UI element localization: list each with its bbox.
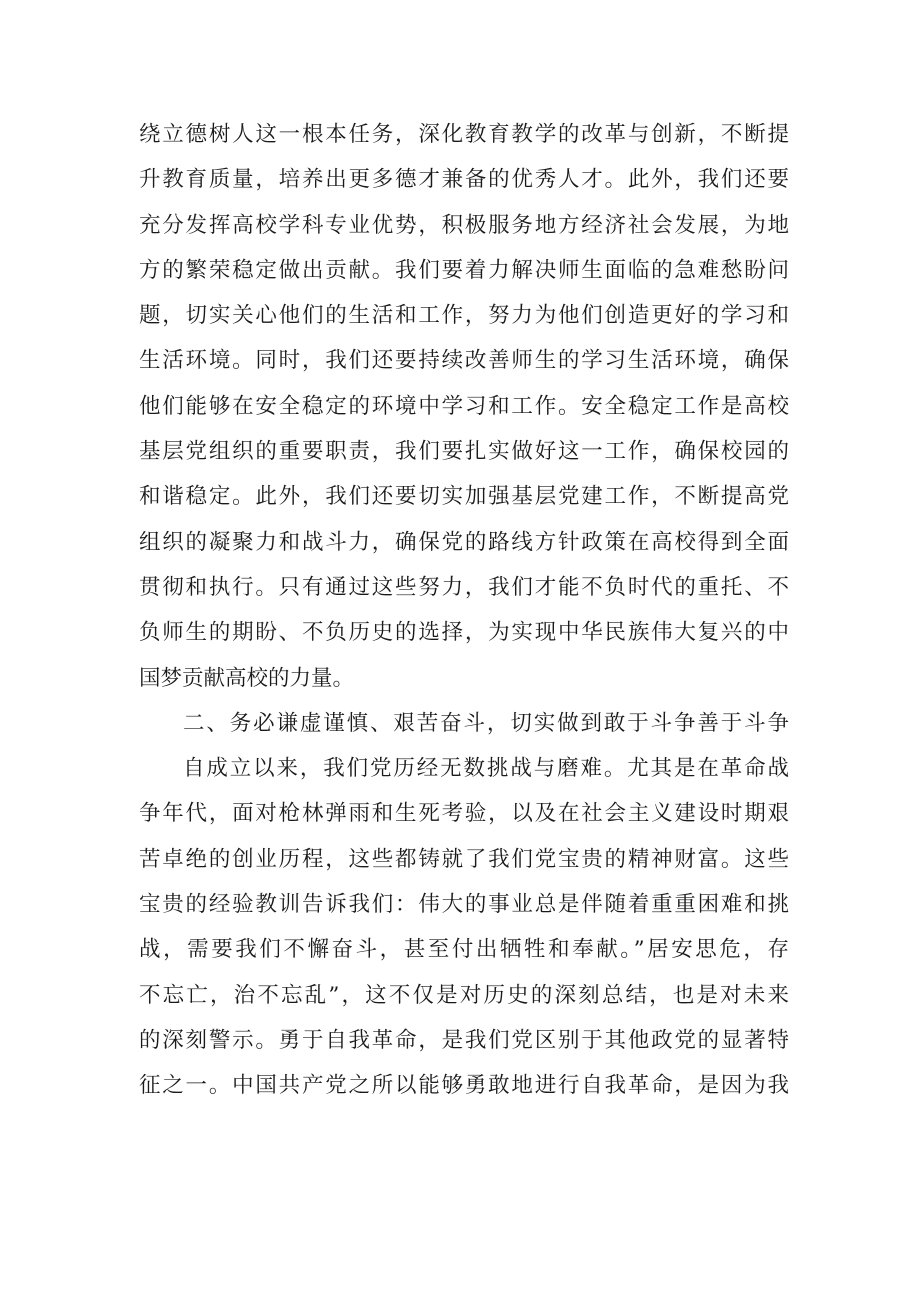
text-line: 苦卓绝的创业历程，这些都铸就了我们党宝贵的精神财富。这些 — [139, 846, 789, 872]
text-line: 负师生的期盼、不负历史的选择，为实现中华民族伟大复兴的中 — [139, 620, 789, 646]
text-line: 方的繁荣稳定做出贡献。我们要着力解决师生面临的急难愁盼问 — [139, 257, 789, 283]
text-line: 不忘亡，治不忘乱”，这不仅是对历史的深刻总结，也是对未来 — [139, 982, 789, 1008]
text-line: 他们能够在安全稳定的环境中学习和工作。安全稳定工作是高校 — [139, 393, 789, 419]
text-line: 生活环境。同时，我们还要持续改善师生的学习生活环境，确保 — [139, 348, 789, 374]
text-line: 题，切实关心他们的生活和工作，努力为他们创造更好的学习和 — [139, 303, 789, 329]
text-line: 征之一。中国共产党之所以能够勇敢地进行自我革命，是因为我 — [139, 1073, 789, 1099]
section-heading: 二、务必谦虚谨慎、艰苦奋斗，切实做到敢于斗争善于斗争 — [183, 710, 789, 736]
text-line: 战，需要我们不懈奋斗，甚至付出牺牲和奉献。”居安思危，存 — [139, 937, 789, 963]
text-line: 绕立德树人这一根本任务，深化教育教学的改革与创新，不断提 — [139, 122, 789, 147]
text-line: 的深刻警示。勇于自我革命，是我们党区别于其他政党的显著特 — [139, 1027, 789, 1053]
text-line: 自成立以来，我们党历经无数挑战与磨难。尤其是在革命战 — [183, 756, 789, 782]
text-line: 争年代，面对枪林弹雨和生死考验，以及在社会主义建设时期艰 — [139, 801, 789, 827]
text-line: 和谐稳定。此外，我们还要切实加强基层党建工作，不断提高党 — [139, 484, 789, 510]
text-line: 升教育质量，培养出更多德才兼备的优秀人才。此外，我们还要 — [139, 167, 789, 193]
paragraph-1 — [139, 112, 789, 701]
text-line: 宝贵的经验教训告诉我们：伟大的事业总是伴随着重重困难和挑 — [139, 892, 789, 918]
text-line: 组织的凝聚力和战斗力，确保党的路线方针政策在高校得到全面 — [139, 529, 789, 555]
document-body — [139, 112, 789, 1109]
text-line: 国梦贡献高校的力量。 — [139, 665, 355, 691]
text-line: 贯彻和执行。只有通过这些努力，我们才能不负时代的重托、不 — [139, 574, 789, 600]
paragraph-2 — [139, 746, 789, 1108]
text-line: 基层党组织的重要职责，我们要扎实做好这一工作，确保校园的 — [139, 439, 789, 465]
text-line: 充分发挥高校学科专业优势，积极服务地方经济社会发展，为地 — [139, 212, 789, 238]
